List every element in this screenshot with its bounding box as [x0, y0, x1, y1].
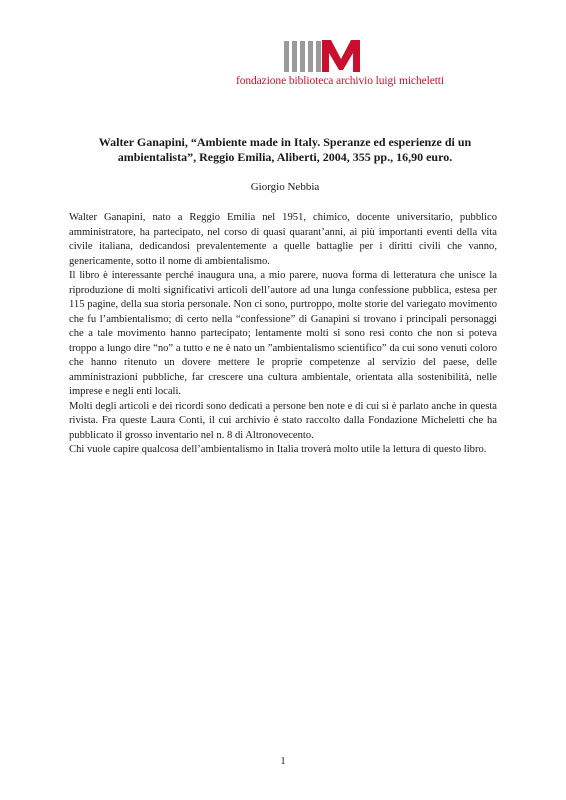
body-paragraph: Il libro è interessante perché inaugura una, a mio parere, nuova forma di letteratura che unisce la riproduzione di molti significativi articoli dell’autore ad una lunga confessione pubblica, estesa per 115 pagine, della sua storia personale. Non ci sono, purtroppo, molte storie del variegato movimento che fu l’ambientalismo; di certo nella “confessione” di Ganapini si trovano i principali personaggi che a tale movimento hanno partecipato; lentamente molti si sono resi conto che non si poteva troppo a lungo dire “no” a tutto e ne è nato un ”ambientalismo scientifico” da cui sono venuti coloro che hanno ritenuto un dovere mettere le proprie competenze al servizio del paese, delle amministrazioni pubbliche, far crescere una cultura ambientale, orientata alla sostenibilità, nelle imprese e negli enti locali.	[69, 270, 497, 397]
review-title: Walter Ganapini, “Ambiente made in Italy. Speranze ed esperienze di un ambientalista”, Reggio Emilia, Aliberti, 2004, 355 pp., 16,90 euro.	[98, 135, 472, 164]
body-paragraph: Chi vuole capire qualcosa dell’ambientalismo in Italia troverà molto utile la lettura di questo libro.	[69, 444, 487, 455]
body-paragraph: Walter Ganapini, nato a Reggio Emilia nel 1951, chimico, docente universitario, pubblico amministratore, ha partecipato, nel corso di quasi quarant’anni, ai più importanti eventi della vita civile italiana, dedicandosi prevalentemente a quelle battaglie per i diritti civili che vanno, genericamente, sotto il nome di ambientalismo.	[69, 212, 497, 267]
review-body	[69, 211, 497, 458]
page-number: 1	[280, 756, 286, 767]
m-monogram-logo-icon	[284, 39, 368, 73]
logo-text: fondazione biblioteca archivio luigi micheletti	[236, 75, 444, 87]
foundation-logo	[236, 39, 444, 91]
review-author: Giorgio Nebbia	[250, 181, 320, 193]
body-paragraph: Molti degli articoli e dei ricordi sono dedicati a persone ben note e di cui si è parlato anche in questa rivista. Fra queste Laura Conti, il cui archivio è stato raccolto dalla Fondazione Micheletti che ha pubblicato il grosso inventario nel n. 8 di Altronovecento.	[69, 400, 497, 441]
